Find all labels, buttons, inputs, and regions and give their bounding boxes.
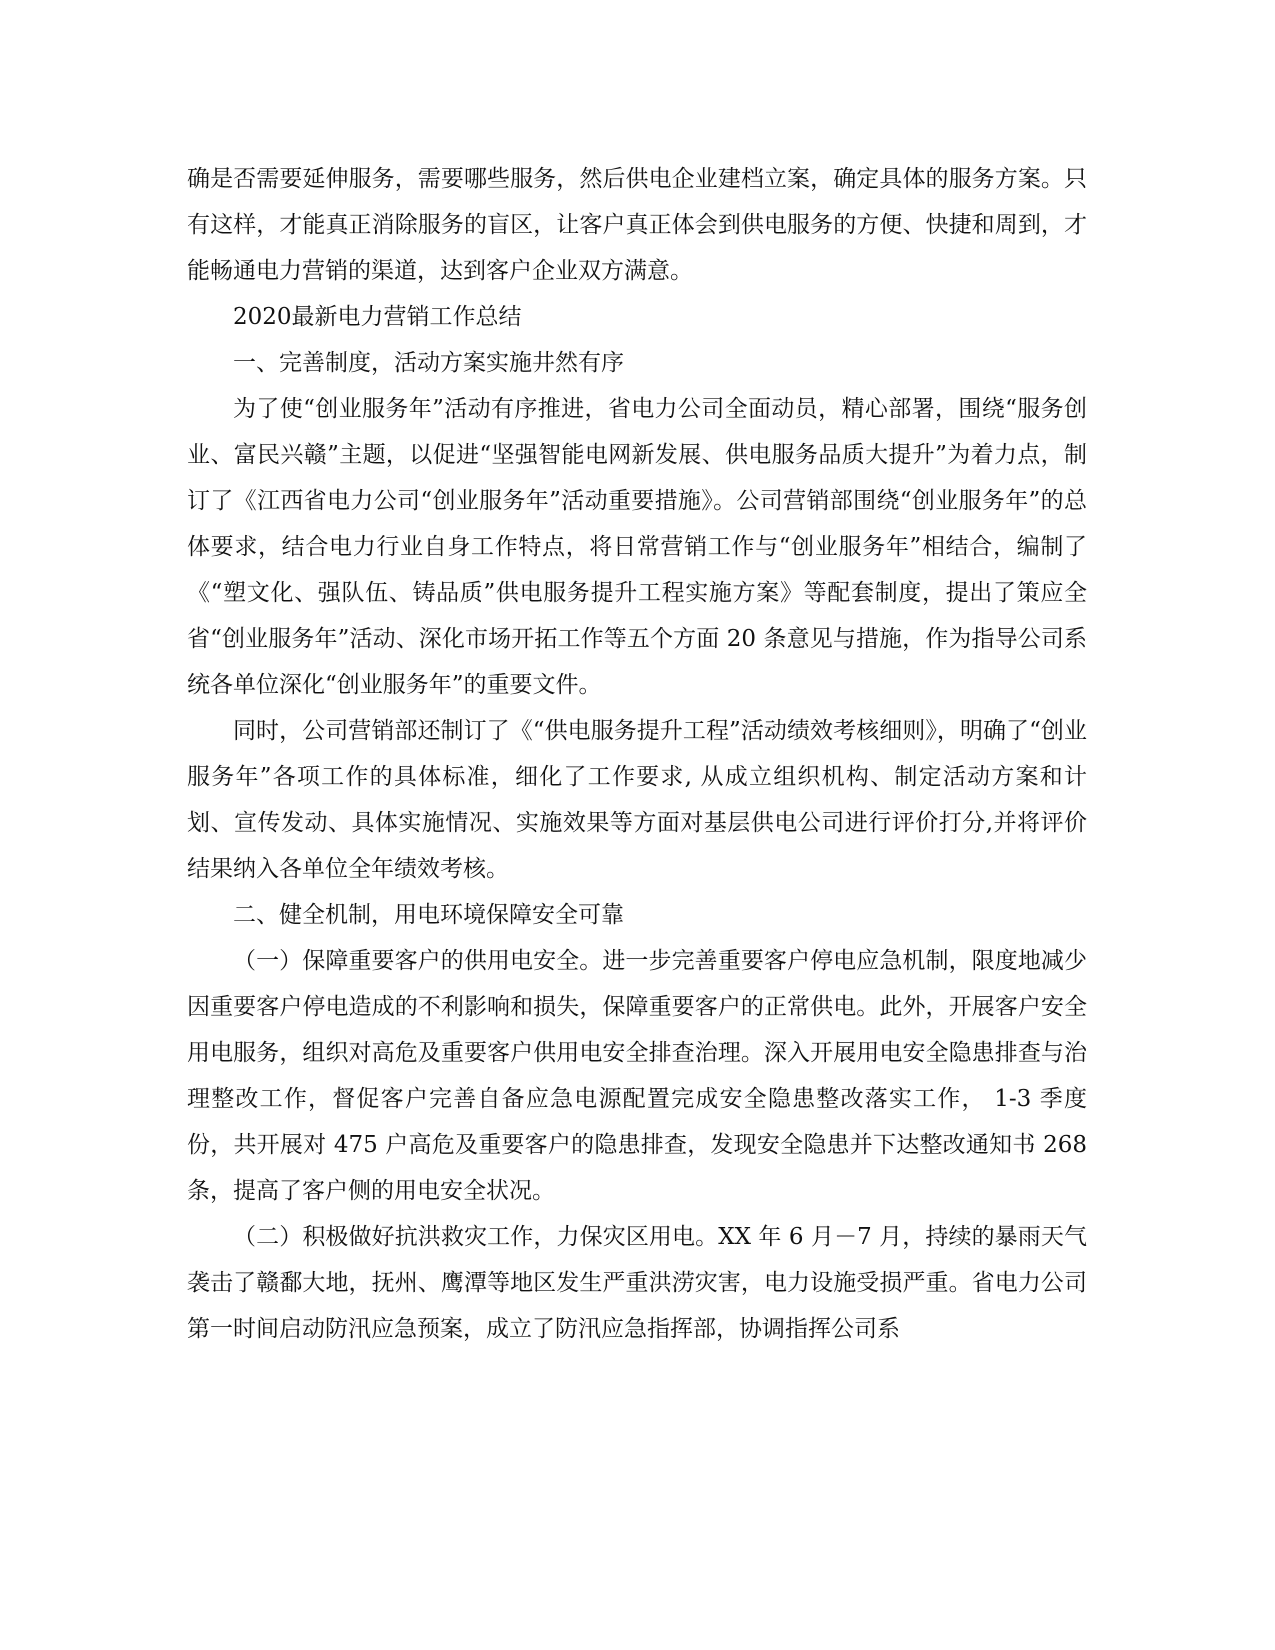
paragraph-continuation: 确是否需要延伸服务，需要哪些服务，然后供电企业建档立案，确定具体的服务方案。只有这样，才能真正消除服务的盲区，让客户真正体会到供电服务的方便、快捷和周到，才能畅通电力营销的渠道，达到客户企业双方满意。 (187, 166, 1087, 284)
paragraph-body: （二）积极做好抗洪救灾工作，力保灾区用电。XX 年 6 月－7 月，持续的暴雨天气袭击了赣鄱大地，抚州、鹰潭等地区发生严重洪涝灾害，电力设施受损严重。省电力公司第一时间启动防汛应急预案，成立了防汛应急指挥部，协调指挥公司系 (187, 1224, 1087, 1342)
paragraph-body: （一）保障重要客户的供用电安全。进一步完善重要客户停电应急机制，限度地减少因重要客户停电造成的不利影响和损失，保障重要客户的正常供电。此外，开展客户安全用电服务，组织对高危及重要客户供用电安全排查治理。深入开展用电安全隐患排查与治理整改工作，督促客户完善自备应急电源配置完成安全隐患整改落实工作， 1-3 季度份，共开展对 475 户高危及重要客户的隐患排查，发现安全隐患并下达整改通知书 268 条，提高了客户侧的用电安全状况。 (187, 948, 1087, 1204)
document-body (187, 156, 1087, 1352)
paragraph-body: 为了使“创业服务年”活动有序推进，省电力公司全面动员，精心部署，围绕“服务创业、富民兴赣”主题，以促进“坚强智能电网新发展、供电服务品质大提升”为着力点，制订了《江西省电力公司“创业服务年”活动重要措施》。公司营销部围绕“创业服务年”的总体要求，结合电力行业自身工作特点，将日常营销工作与“创业服务年”相结合，编制了《“塑文化、强队伍、铸品质”供电服务提升工程实施方案》等配套制度，提出了策应全省“创业服务年”活动、深化市场开拓工作等五个方面 20 条意见与措施，作为指导公司系统各单位深化“创业服务年”的重要文件。 (187, 396, 1087, 698)
paragraph-body: 同时，公司营销部还制订了《“供电服务提升工程”活动绩效考核细则》，明确了“创业服务年”各项工作的具体标准，细化了工作要求, 从成立组织机构、制定活动方案和计划、宣传发动、具体实施情况、实施效果等方面对基层供电公司进行评价打分,并将评价结果纳入各单位全年绩效考核。 (187, 718, 1087, 882)
document-title: 2020最新电力营销工作总结 (233, 304, 522, 330)
section-heading-1: 一、完善制度，活动方案实施井然有序 (233, 350, 624, 376)
section-heading-2: 二、健全机制，用电环境保障安全可靠 (233, 902, 624, 928)
